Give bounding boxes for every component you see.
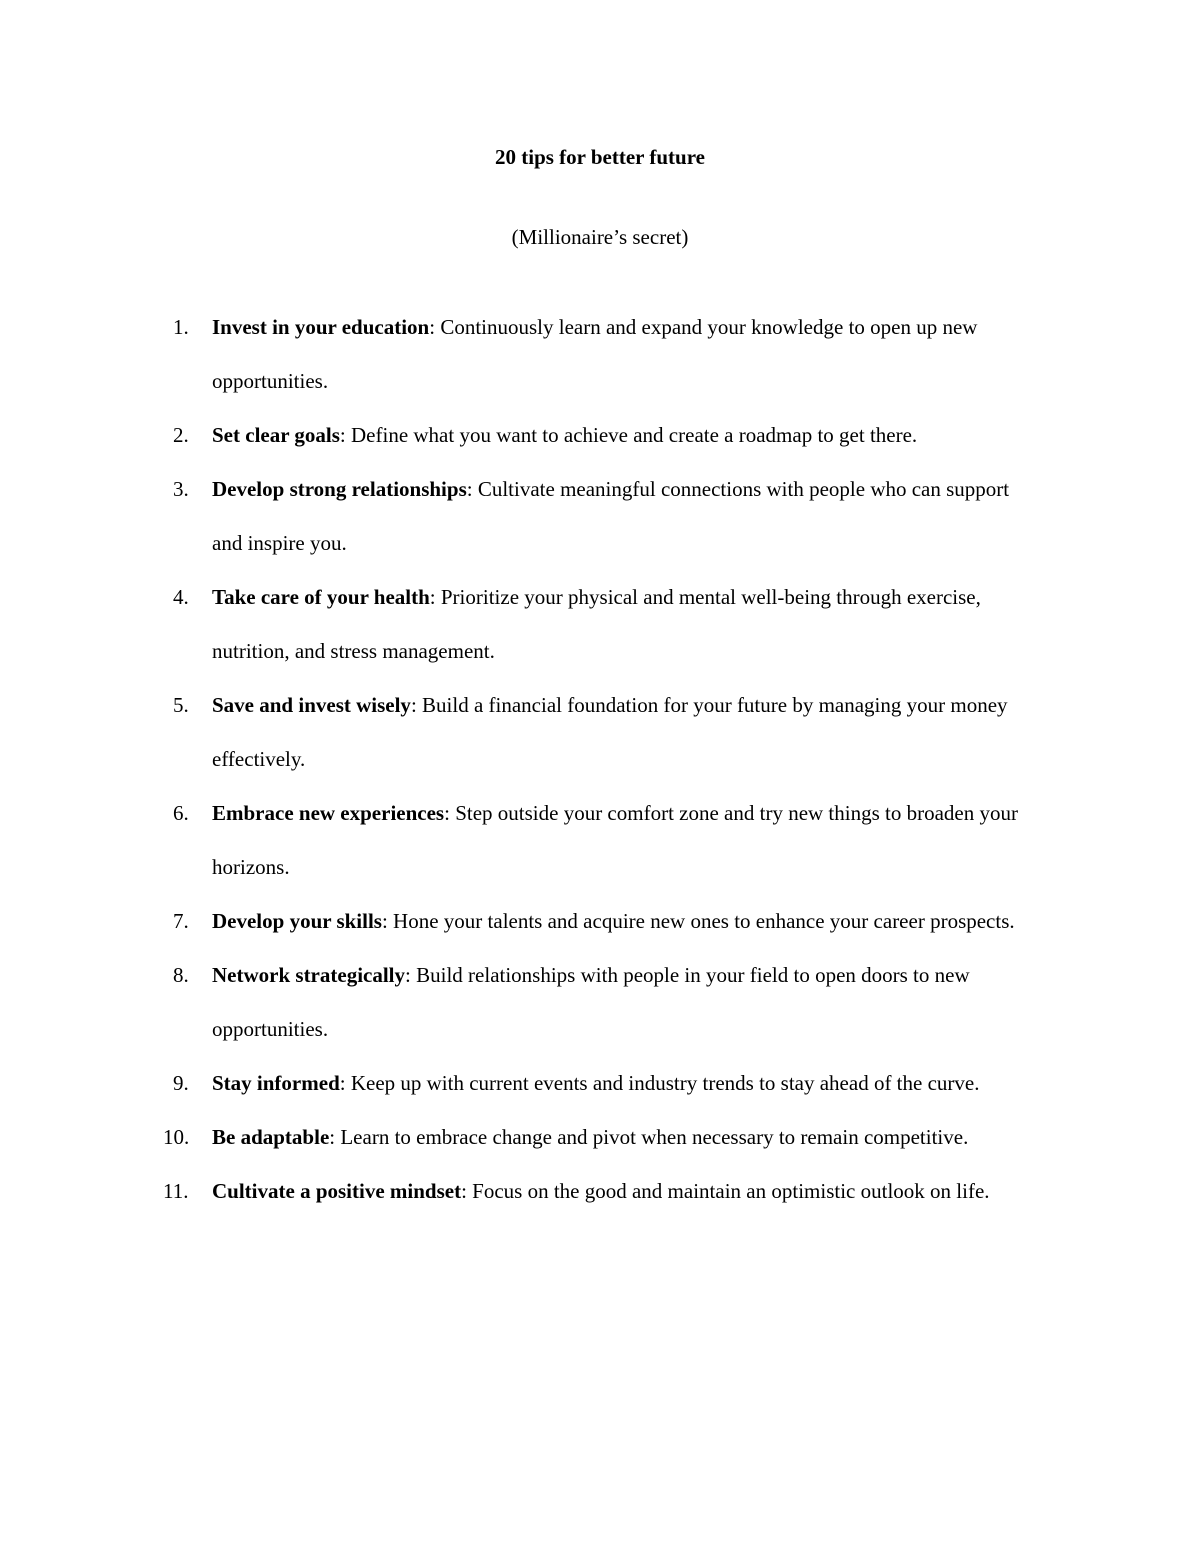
- tip-number: 4.: [173, 585, 189, 609]
- tip-title: Embrace new experiences: [212, 801, 445, 825]
- document-subtitle: (Millionaire’s secret): [511, 225, 689, 249]
- tip-text: : Build relationships with people in your field to open doors to new opportunities.: [212, 963, 970, 1041]
- tip-title: Network strategically: [212, 963, 406, 987]
- list-item: [0, 462, 1042, 570]
- tip-text: : Build a financial foundation for your future by managing your money effectively.: [212, 693, 1008, 771]
- tip-text: : Prioritize your physical and mental well-being through exercise, nutrition, and stress management.: [212, 585, 981, 663]
- list-item: [0, 408, 1042, 462]
- tip-number: 2.: [173, 423, 189, 447]
- list-item: [0, 678, 1042, 786]
- list-item: [0, 786, 1042, 894]
- list-item: [0, 1164, 1042, 1218]
- tips-list: [0, 300, 1200, 1218]
- document-title: 20 tips for better future: [495, 145, 705, 169]
- tip-text: : Focus on the good and maintain an optimistic outlook on life.: [461, 1179, 990, 1203]
- tip-title: Set clear goals: [212, 423, 340, 447]
- list-item: [0, 570, 1042, 678]
- list-item: [0, 300, 1042, 408]
- tip-number: 6.: [173, 801, 189, 825]
- tip-number: 5.: [173, 693, 189, 717]
- tip-number: 10.: [163, 1125, 190, 1149]
- tip-number: 8.: [173, 963, 189, 987]
- tip-title: Stay informed: [212, 1071, 340, 1095]
- tip-text: : Continuously learn and expand your knowledge to open up new opportunities.: [212, 315, 978, 393]
- tip-title: Develop strong relationships: [212, 477, 467, 501]
- tip-text: : Keep up with current events and industry trends to stay ahead of the curve.: [339, 1071, 980, 1095]
- tip-text: : Hone your talents and acquire new ones to enhance your career prospects.: [381, 909, 1015, 933]
- tip-title: Cultivate a positive mindset: [212, 1179, 462, 1203]
- list-item: [0, 948, 1042, 1056]
- tip-title: Invest in your education: [212, 315, 430, 339]
- tip-title: Develop your skills: [212, 909, 382, 933]
- list-item: [0, 894, 1042, 948]
- tip-number: 1.: [173, 315, 189, 339]
- tip-number: 11.: [163, 1179, 189, 1203]
- list-item: [0, 1110, 1042, 1164]
- tip-text: : Step outside your comfort zone and try new things to broaden your horizons.: [212, 801, 1018, 879]
- list-item: [0, 1056, 1042, 1110]
- tip-title: Save and invest wisely: [212, 693, 411, 717]
- tip-title: Take care of your health: [212, 585, 430, 609]
- tip-number: 7.: [173, 909, 189, 933]
- tip-title: Be adaptable: [212, 1125, 330, 1149]
- tip-number: 3.: [173, 477, 189, 501]
- tip-text: : Learn to embrace change and pivot when necessary to remain competitive.: [329, 1125, 969, 1149]
- tip-text: : Cultivate meaningful connections with people who can support and inspire you.: [212, 477, 1010, 555]
- tip-text: : Define what you want to achieve and create a roadmap to get there.: [339, 423, 918, 447]
- tip-number: 9.: [173, 1071, 189, 1095]
